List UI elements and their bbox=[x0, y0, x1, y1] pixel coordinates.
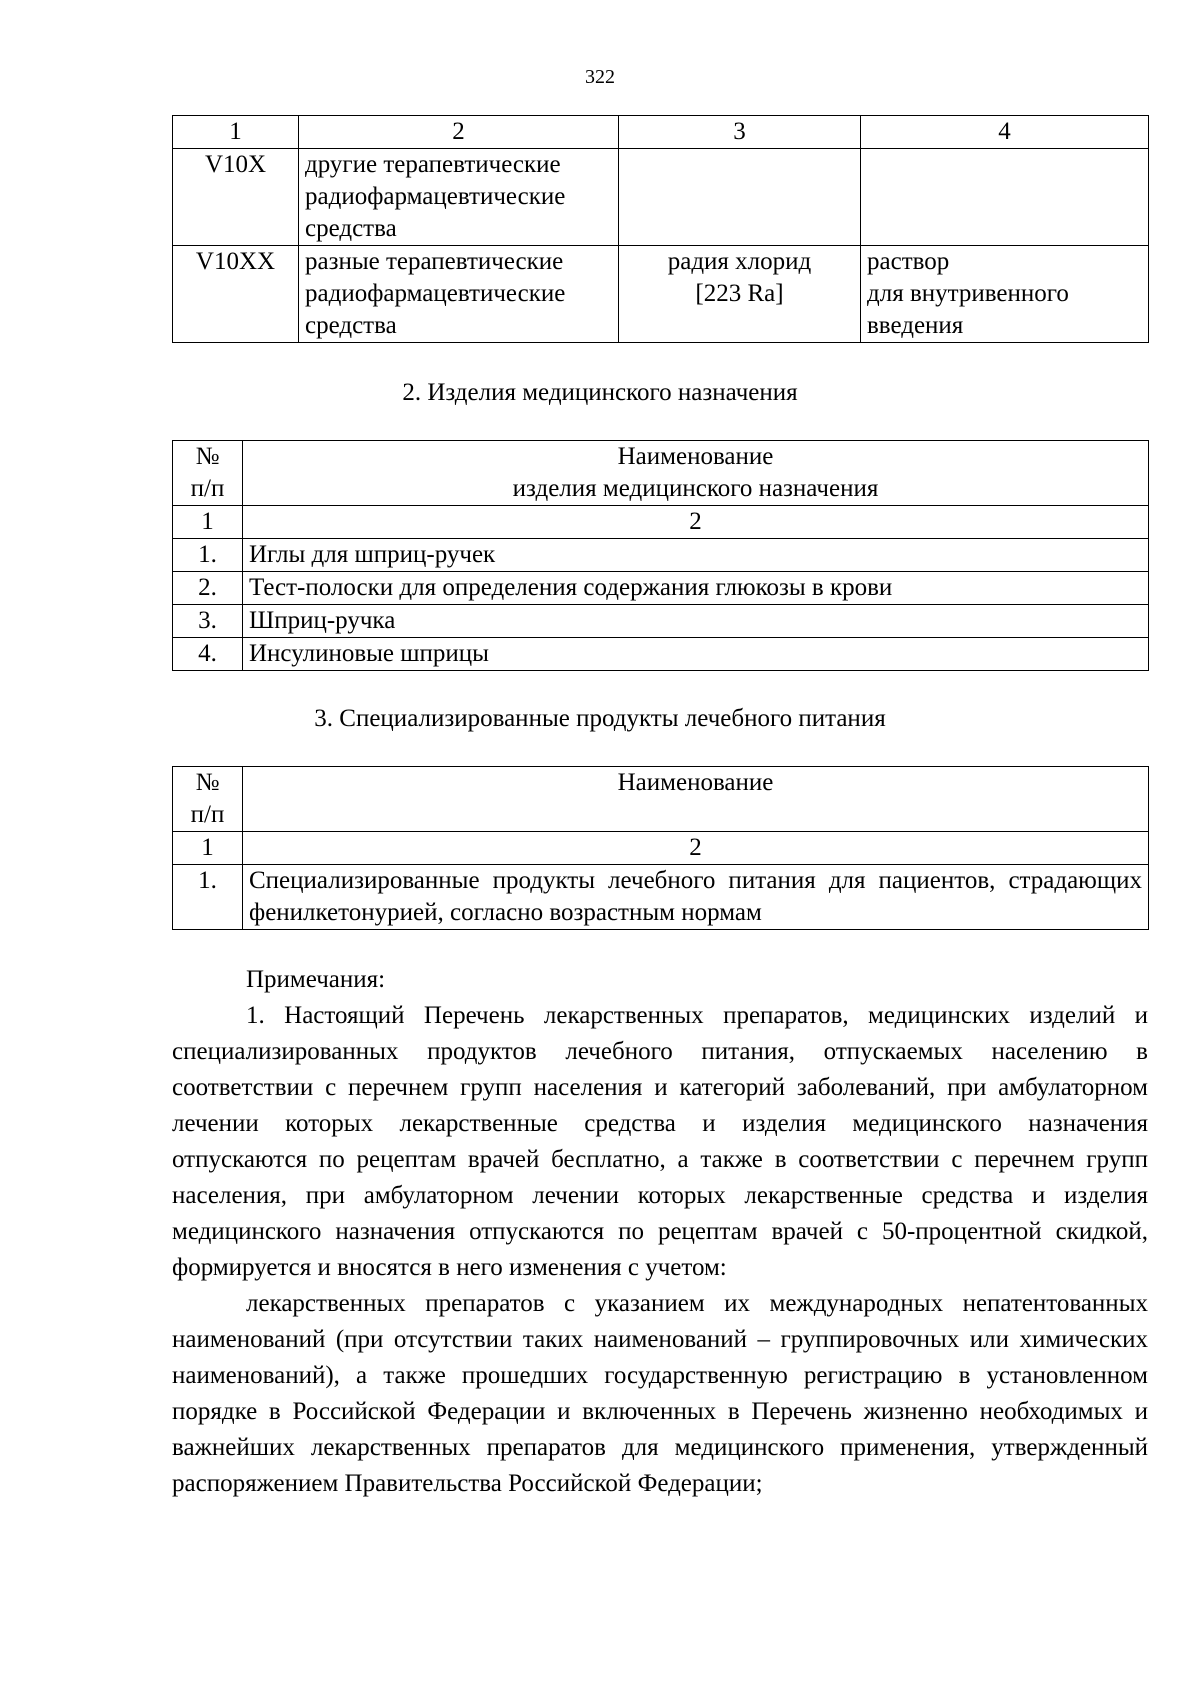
row-number: 1. bbox=[173, 865, 243, 930]
notes-paragraph-2: лекарственных препаратов с указанием их международных непатентованных наименований (при отсутствии таких наименований – группировочных или химических наименований), а также прошедших государственную регистрацию в установленном порядке в Российской Федерации и включенных в Перечень жизненно необходимых и важнейших лекарственных препаратов для медицинского применения, утвержденный распоряжением Правительства Российской Федерации; bbox=[172, 1290, 1148, 1497]
row-number: 4. bbox=[173, 638, 243, 671]
atc-group bbox=[299, 149, 619, 246]
column-index-1: 1 bbox=[173, 506, 243, 539]
row-name: Специализированные продукты лечебного питания для пациентов, страдающих фенилкетонурией, согласно возрастным нормам bbox=[243, 865, 1149, 930]
notes-section bbox=[172, 962, 1148, 1502]
column-index-1: 1 bbox=[173, 116, 299, 149]
drug-name bbox=[619, 149, 861, 246]
atc-group-line: радиофармацевтические bbox=[305, 183, 566, 210]
page-number: 322 bbox=[585, 66, 615, 88]
column-index-2: 2 bbox=[299, 116, 619, 149]
row-name: Иглы для шприц-ручек bbox=[243, 539, 1149, 572]
number-header-line: п/п bbox=[190, 475, 225, 502]
table-row bbox=[173, 572, 1149, 605]
section-3-title: 3. Специализированные продукты лечебного питания bbox=[314, 705, 886, 732]
table-row bbox=[173, 539, 1149, 572]
table-index-row bbox=[173, 832, 1149, 865]
name-header-line: изделия медицинского назначения bbox=[512, 475, 879, 502]
row-name: Тест-полоски для определения содержания глюкозы в крови bbox=[243, 572, 1149, 605]
atc-group-line: средства bbox=[305, 215, 397, 242]
row-number: 3. bbox=[173, 605, 243, 638]
dosage-form bbox=[861, 149, 1149, 246]
atc-group-line: разные терапевтические bbox=[305, 248, 564, 275]
column-index-4: 4 bbox=[861, 116, 1149, 149]
dosage-form-line: введения bbox=[867, 312, 964, 339]
table-row bbox=[173, 865, 1149, 930]
number-header bbox=[173, 441, 243, 506]
number-header-line: п/п bbox=[190, 801, 225, 828]
dosage-form-line: для внутривенного bbox=[867, 280, 1069, 307]
medical-devices-table bbox=[172, 440, 1149, 671]
atc-code: V10XX bbox=[173, 246, 299, 343]
table-index-row bbox=[173, 506, 1149, 539]
table-header-row bbox=[173, 767, 1149, 832]
table-row bbox=[173, 149, 1149, 246]
number-header-line: № bbox=[195, 769, 220, 796]
column-index-3: 3 bbox=[619, 116, 861, 149]
notes-paragraph-1: 1. Настоящий Перечень лекарственных препаратов, медицинских изделий и специализированных продуктов лечебного питания, отпускаемых населению в соответствии с перечнем групп населения и категорий заболеваний, при амбулаторном лечении которых лекарственные средства и изделия медицинского назначения отпускаются по рецептам врачей бесплатно, а также в соответствии с перечнем групп населения, при амбулаторном лечении которых лекарственные средства и изделия медицинского назначения отпускаются по рецептам врачей с 50-процентной скидкой, формируется и вносятся в него изменения с учетом: bbox=[172, 1002, 1148, 1281]
table-row bbox=[173, 246, 1149, 343]
name-header: Наименование bbox=[243, 767, 1149, 832]
table-row bbox=[173, 638, 1149, 671]
column-index-2: 2 bbox=[243, 832, 1149, 865]
number-header bbox=[173, 767, 243, 832]
table-header-row bbox=[173, 116, 1149, 149]
drug-table bbox=[172, 115, 1149, 343]
column-index-1: 1 bbox=[173, 832, 243, 865]
section-2-title: 2. Изделия медицинского назначения bbox=[402, 379, 798, 406]
column-index-2: 2 bbox=[243, 506, 1149, 539]
drug-name bbox=[619, 246, 861, 343]
row-number: 1. bbox=[173, 539, 243, 572]
name-header-line: Наименование bbox=[617, 443, 774, 470]
atc-group-line: другие терапевтические bbox=[305, 151, 561, 178]
atc-group-line: радиофармацевтические bbox=[305, 280, 566, 307]
row-name: Инсулиновые шприцы bbox=[243, 638, 1149, 671]
notes-heading: Примечания: bbox=[246, 966, 386, 993]
dosage-form-line: раствор bbox=[867, 248, 950, 275]
atc-group bbox=[299, 246, 619, 343]
atc-code: V10X bbox=[173, 149, 299, 246]
dosage-form bbox=[861, 246, 1149, 343]
drug-name-line: [223 Ra] bbox=[695, 280, 784, 307]
atc-group-line: средства bbox=[305, 312, 397, 339]
table-row bbox=[173, 605, 1149, 638]
row-number: 2. bbox=[173, 572, 243, 605]
table-header-row bbox=[173, 441, 1149, 506]
drug-name-line: радия хлорид bbox=[667, 248, 812, 275]
name-header bbox=[243, 441, 1149, 506]
row-name: Шприц-ручка bbox=[243, 605, 1149, 638]
number-header-line: № bbox=[195, 443, 220, 470]
nutrition-products-table bbox=[172, 766, 1149, 930]
